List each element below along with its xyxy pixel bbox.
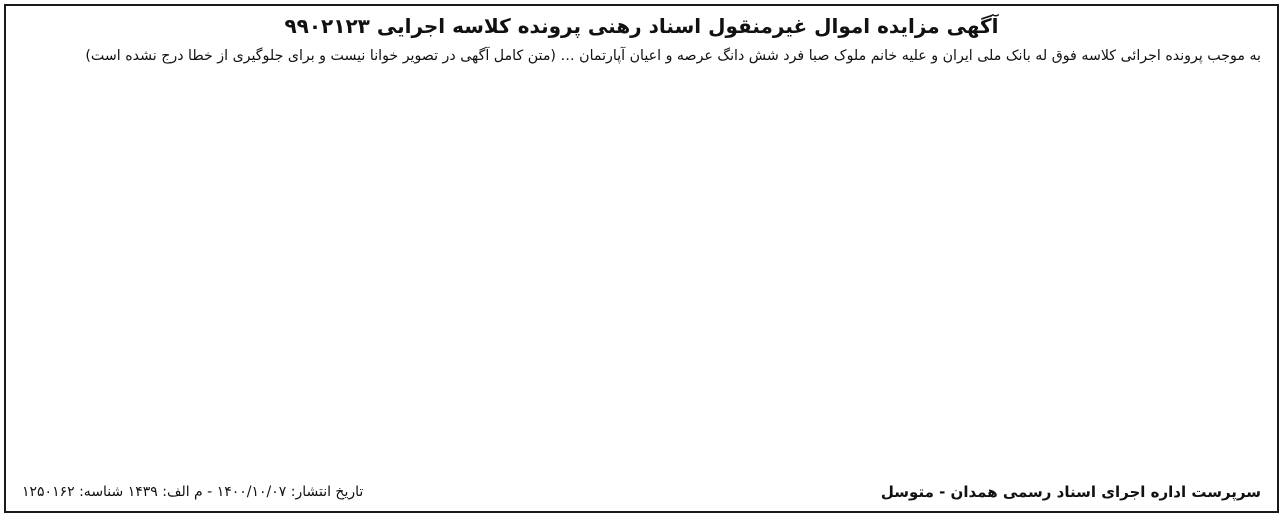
publish-line: تاریخ انتشار: ۱۴۰۰/۱۰/۰۷ - م الف: ۱۴۳۹ شناسه: ۱۲۵۰۱۶۲ xyxy=(22,484,364,500)
notice-footer xyxy=(22,483,1261,501)
notice-title: آگهی مزایده اموال غیرمنقول اسناد رهنی پرونده کلاسه اجرایی ۹۹۰۲۱۲۳ xyxy=(284,14,999,38)
notice-body: به موجب پرونده اجرائی کلاسه فوق له بانک ملی ایران و علیه خانم ملوک صبا فرد شش دانگ عرصه و اعیان آپارتمان … (متن کامل آگهی در تصویر خوانا نیست و برای جلوگیری از خطا درج نشده است) xyxy=(85,48,1261,64)
signature: سرپرست اداره اجرای اسناد رسمی همدان - متوسل xyxy=(880,483,1261,501)
auction-notice xyxy=(4,4,1279,513)
